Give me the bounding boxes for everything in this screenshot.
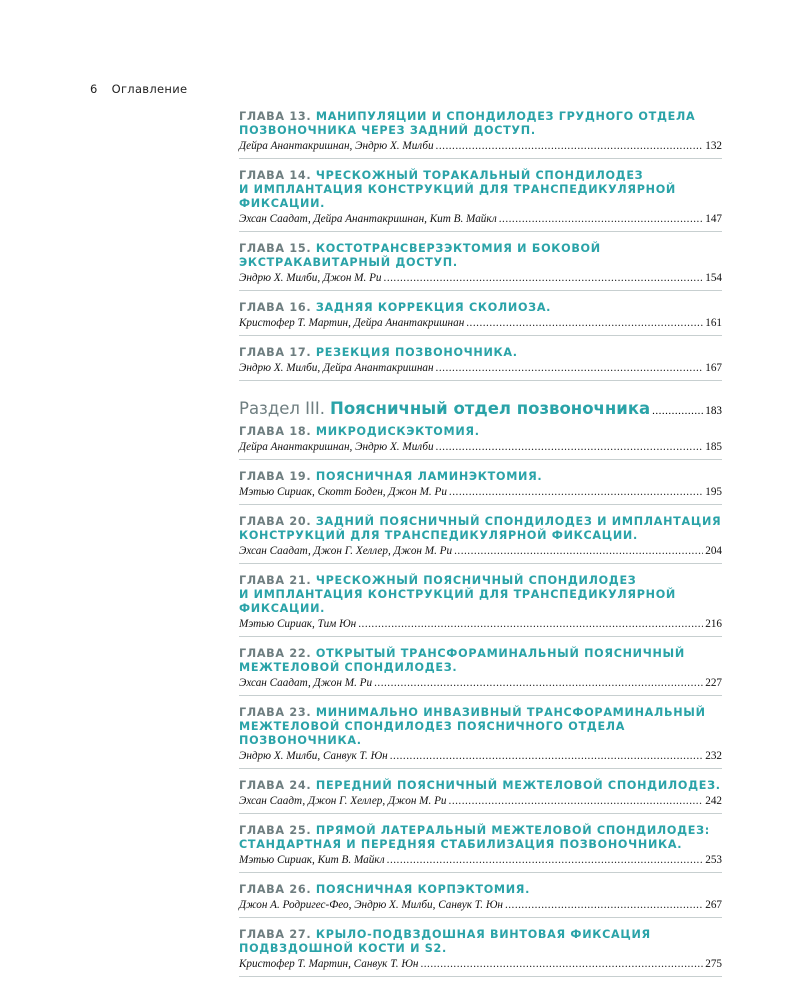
chapter-label: ГЛАВА 15.: [239, 242, 312, 255]
chapter-label: ГЛАВА 21.: [239, 574, 312, 587]
chapter-heading: [239, 928, 722, 956]
chapter-title: МИКРОДИСКЭКТОМИЯ.: [315, 425, 480, 438]
chapter-authors: Мэтью Сириак, Кит В. Майкл: [239, 854, 385, 866]
divider: [239, 231, 722, 232]
chapter-byline: [239, 853, 722, 867]
chapter-heading: [239, 470, 722, 484]
chapter-authors: Мэтью Сириак, Скотт Боден, Джон М. Ри: [239, 486, 447, 498]
chapter-heading: [239, 110, 722, 138]
chapter-label: ГЛАВА 27.: [239, 928, 312, 941]
chapter-title: ОТКРЫТЫЙ ТРАНСФОРАМИНАЛЬНЫЙ ПОЯСНИЧНЫЙ МЕЖТЕЛОВОЙ СПОНДИЛОДЕЗ.: [239, 647, 685, 674]
chapter-label: ГЛАВА 19.: [239, 470, 312, 483]
divider: [239, 813, 722, 814]
chapter-page: 242: [705, 795, 722, 807]
toc-entry[interactable]: [239, 883, 722, 918]
chapter-title: МАНИПУЛЯЦИИ И СПОНДИЛОДЕЗ ГРУДНОГО ОТДЕЛА ПОЗВОНОЧНИКА ЧЕРЕЗ ЗАДНИЙ ДОСТУП.: [239, 110, 696, 137]
chapter-authors: Эхсан Саадт, Джон Г. Хеллер, Джон М. Ри: [239, 795, 447, 807]
dot-leader: [358, 617, 703, 631]
toc-part-2: [239, 425, 722, 977]
divider: [239, 290, 722, 291]
chapter-byline: [239, 361, 722, 375]
chapter-byline: [239, 139, 722, 153]
chapter-page: 204: [705, 545, 722, 557]
chapter-title: ЗАДНИЙ ПОЯСНИЧНЫЙ СПОНДИЛОДЕЗ И ИМПЛАНТАЦИЯ КОНСТРУКЦИЙ ДЛЯ ТРАНСПЕДИКУЛЯРНОЙ ФИКСАЦИИ.: [239, 515, 722, 542]
chapter-label: ГЛАВА 14.: [239, 169, 312, 182]
chapter-page: 253: [705, 854, 722, 866]
chapter-authors: Эхсан Саадат, Дейра Анантакришнан, Кит В. Майкл: [239, 213, 497, 225]
dot-leader: [454, 544, 703, 558]
divider: [239, 976, 722, 977]
divider: [239, 335, 722, 336]
divider: [239, 917, 722, 918]
chapter-authors: Джон А. Родригес-Фео, Эндрю Х. Милби, Санвук Т. Юн: [239, 899, 503, 911]
chapter-page: 185: [705, 441, 722, 453]
chapter-authors: Эхсан Саадат, Джон М. Ри: [239, 677, 373, 689]
chapter-byline: [239, 485, 722, 499]
toc-entry[interactable]: [239, 346, 722, 381]
chapter-title: ПОЯСНИЧНАЯ ЛАМИНЭКТОМИЯ.: [315, 470, 543, 483]
divider: [239, 695, 722, 696]
chapter-heading: [239, 242, 722, 270]
dot-leader: [387, 853, 704, 867]
dot-leader: [420, 957, 703, 971]
chapter-byline: [239, 212, 722, 226]
divider: [239, 459, 722, 460]
chapter-byline: [239, 544, 722, 558]
chapter-label: ГЛАВА 13.: [239, 110, 312, 123]
chapter-title: ПРЯМОЙ ЛАТЕРАЛЬНЫЙ МЕЖТЕЛОВОЙ СПОНДИЛОДЕЗ: СТАНДАРТНАЯ И ПЕРЕДНЯЯ СТАБИЛИЗАЦИЯ ПОЗВОНОЧНИКА.: [239, 824, 710, 851]
dot-leader: [436, 139, 704, 153]
divider: [239, 636, 722, 637]
dot-leader: [449, 794, 704, 808]
chapter-label: ГЛАВА 26.: [239, 883, 312, 896]
toc-entry[interactable]: [239, 110, 722, 159]
chapter-authors: Эндрю Х. Милби, Дейра Анантакришнан: [239, 362, 434, 374]
dot-leader: [384, 271, 704, 285]
section-page: 183: [705, 405, 722, 417]
chapter-heading: [239, 647, 722, 675]
dot-leader: [466, 316, 703, 330]
chapter-page: 275: [705, 958, 722, 970]
chapter-page: 147: [705, 213, 722, 225]
divider: [239, 768, 722, 769]
chapter-heading: [239, 706, 722, 748]
dot-leader: [390, 749, 703, 763]
chapter-page: 195: [705, 486, 722, 498]
chapter-label: ГЛАВА 23.: [239, 706, 312, 719]
divider: [239, 872, 722, 873]
section-heading[interactable]: [239, 399, 722, 418]
chapter-heading: [239, 824, 722, 852]
chapter-authors: Эндрю Х. Милби, Санвук Т. Юн: [239, 750, 388, 762]
divider: [239, 380, 722, 381]
divider: [239, 504, 722, 505]
toc-entry[interactable]: [239, 169, 722, 232]
section-title: Поясничный отдел позвоночника: [330, 399, 651, 418]
chapter-label: ГЛАВА 17.: [239, 346, 312, 359]
chapter-page: 227: [705, 677, 722, 689]
dot-leader: [436, 361, 704, 375]
page-number: 6: [90, 82, 98, 96]
chapter-page: 267: [705, 899, 722, 911]
chapter-label: ГЛАВА 16.: [239, 301, 312, 314]
chapter-label: ГЛАВА 22.: [239, 647, 312, 660]
toc-entry[interactable]: [239, 470, 722, 505]
chapter-byline: [239, 271, 722, 285]
toc-entry[interactable]: [239, 706, 722, 769]
toc-part-1: [239, 110, 722, 381]
chapter-page: 132: [705, 140, 722, 152]
chapter-authors: Дейра Анантакришнан, Эндрю Х. Милби: [239, 441, 434, 453]
chapter-page: 167: [705, 362, 722, 374]
chapter-byline: [239, 676, 722, 690]
chapter-title: ПЕРЕДНИЙ ПОЯСНИЧНЫЙ МЕЖТЕЛОВОЙ СПОНДИЛОДЕЗ.: [315, 779, 721, 792]
chapter-label: ГЛАВА 25.: [239, 824, 312, 837]
chapter-label: ГЛАВА 18.: [239, 425, 312, 438]
chapter-title: РЕЗЕКЦИЯ ПОЗВОНОЧНИКА.: [315, 346, 518, 359]
dot-leader: [374, 676, 703, 690]
chapter-byline: [239, 316, 722, 330]
chapter-byline: [239, 617, 722, 631]
dot-leader: [449, 485, 703, 499]
toc-entry[interactable]: [239, 647, 722, 696]
chapter-title: ЧРЕСКОЖНЫЙ ТОРАКАЛЬНЫЙ СПОНДИЛОДЕЗ И ИМПЛАНТАЦИЯ КОНСТРУКЦИЙ ДЛЯ ТРАНСПЕДИКУЛЯРНОЙ ФИКСАЦИИ.: [239, 169, 676, 210]
chapter-authors: Кристофер Т. Мартин, Дейра Анантакришнан: [239, 317, 465, 329]
dot-leader: [505, 898, 703, 912]
chapter-title: ПОЯСНИЧНАЯ КОРПЭКТОМИЯ.: [315, 883, 531, 896]
chapter-byline: [239, 898, 722, 912]
chapter-title: КОСТОТРАНСВЕРЗЭКТОМИЯ И БОКОВОЙ ЭКСТРАКАВИТАРНЫЙ ДОСТУП.: [239, 242, 601, 269]
chapter-heading: [239, 883, 722, 897]
chapter-title: ЧРЕСКОЖНЫЙ ПОЯСНИЧНЫЙ СПОНДИЛОДЕЗ И ИМПЛАНТАЦИЯ КОНСТРУКЦИЙ ДЛЯ ТРАНСПЕДИКУЛЯРНОЙ ФИКСАЦИИ.: [239, 574, 676, 615]
chapter-authors: Эхсан Саадат, Джон Г. Хеллер, Джон М. Ри: [239, 545, 453, 557]
dot-leader: [499, 212, 703, 226]
toc-entry[interactable]: [239, 242, 722, 291]
dot-leader: [436, 440, 704, 454]
dot-leader: [652, 405, 703, 417]
chapter-heading: [239, 515, 722, 543]
chapter-heading: [239, 425, 722, 439]
chapter-heading: [239, 301, 722, 315]
chapter-byline: [239, 440, 722, 454]
chapter-heading: [239, 346, 722, 360]
toc-entry[interactable]: [239, 824, 722, 873]
section-label: Раздел III.: [239, 399, 326, 418]
chapter-authors: Дейра Анантакришнан, Эндрю Х. Милби: [239, 140, 434, 152]
toc-entry[interactable]: [239, 515, 722, 564]
toc-entry[interactable]: [239, 301, 722, 336]
chapter-page: 232: [705, 750, 722, 762]
running-header-title: Оглавление: [111, 82, 188, 96]
chapter-title: КРЫЛО-ПОДВЗДОШНАЯ ВИНТОВАЯ ФИКСАЦИЯ ПОДВЗДОШНОЙ КОСТИ И S2.: [239, 928, 651, 955]
chapter-label: ГЛАВА 20.: [239, 515, 312, 528]
toc-entry[interactable]: [239, 779, 722, 814]
chapter-heading: [239, 574, 722, 616]
toc-entry[interactable]: [239, 574, 722, 637]
chapter-title: МИНИМАЛЬНО ИНВАЗИВНЫЙ ТРАНСФОРАМИНАЛЬНЫЙ МЕЖТЕЛОВОЙ СПОНДИЛОДЕЗ ПОЯСНИЧНОГО ОТДЕЛА ПОЗВОНОЧНИКА.: [239, 706, 706, 747]
toc-entry[interactable]: [239, 425, 722, 460]
chapter-byline: [239, 794, 722, 808]
chapter-label: ГЛАВА 24.: [239, 779, 312, 792]
divider: [239, 563, 722, 564]
running-header: [90, 82, 187, 96]
chapter-title: ЗАДНЯЯ КОРРЕКЦИЯ СКОЛИОЗА.: [315, 301, 552, 314]
chapter-page: 216: [705, 618, 722, 630]
chapter-authors: Эндрю Х. Милби, Джон М. Ри: [239, 272, 382, 284]
chapter-authors: Мэтью Сириак, Тим Юн: [239, 618, 357, 630]
chapter-byline: [239, 957, 722, 971]
chapter-authors: Кристофер Т. Мартин, Санвук Т. Юн: [239, 958, 419, 970]
table-of-contents: [239, 110, 722, 987]
divider: [239, 158, 722, 159]
chapter-heading: [239, 779, 722, 793]
chapter-heading: [239, 169, 722, 211]
chapter-page: 154: [705, 272, 722, 284]
chapter-page: 161: [705, 317, 722, 329]
toc-entry[interactable]: [239, 928, 722, 977]
chapter-byline: [239, 749, 722, 763]
